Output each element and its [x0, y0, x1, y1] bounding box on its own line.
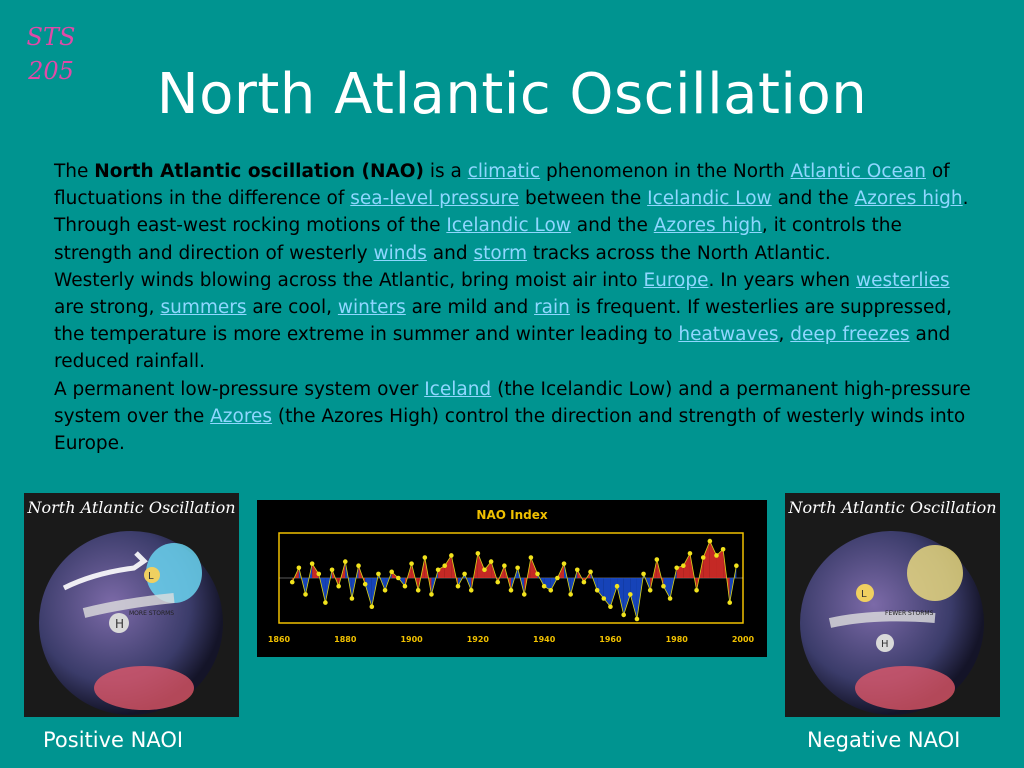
x-tick-label: 1860 — [267, 635, 291, 644]
link-westerlies[interactable]: westerlies — [855, 269, 950, 291]
link-icelandic-low[interactable]: Icelandic Low — [647, 188, 772, 210]
nao-data-point — [708, 539, 713, 544]
link-winters[interactable]: winters — [337, 297, 406, 319]
link-heatwaves[interactable]: heatwaves — [678, 324, 779, 346]
globe-title: North Atlantic Oscillation — [27, 498, 236, 517]
chart-title: NAO Index — [476, 508, 548, 522]
nao-data-point — [482, 568, 487, 573]
bold-term: North Atlantic oscillation (NAO) — [94, 161, 424, 182]
nao-data-point — [535, 572, 540, 577]
text-run: (the Azores High) control the direction and strength of westerly winds into Europe. — [54, 405, 966, 455]
negative-nao-globe-image — [785, 493, 1000, 717]
nao-data-point — [297, 565, 302, 570]
nao-data-point — [641, 572, 646, 577]
negative-nao-globe-panel — [785, 493, 1000, 717]
nao-data-point — [495, 580, 500, 585]
nao-data-point — [701, 555, 706, 560]
nao-data-point — [489, 559, 494, 564]
nao-data-point — [688, 551, 693, 556]
text-run: (the Icelandic Low) and a permanent high-pressure system over the — [54, 378, 971, 427]
link-storm[interactable]: storm — [473, 242, 527, 264]
nao-data-point — [290, 580, 295, 585]
nao-data-point — [310, 561, 315, 566]
link-rain[interactable]: rain — [534, 297, 570, 319]
nao-area-segment — [710, 541, 717, 578]
text-run: , — [778, 324, 791, 346]
nao-data-point — [568, 592, 573, 597]
nao-data-point — [363, 582, 368, 587]
nao-data-point — [674, 565, 679, 570]
text-run: Westerly winds blowing across the Atlantic, bring moist air into — [54, 269, 644, 291]
positive-nao-globe-image — [24, 493, 239, 717]
nao-data-point — [602, 596, 607, 601]
text-run: are strong, — [54, 297, 161, 319]
nao-data-point — [403, 584, 408, 589]
nao-data-point — [396, 576, 401, 581]
nao-data-point — [476, 551, 481, 556]
nao-data-point — [343, 559, 348, 564]
nao-data-point — [529, 555, 534, 560]
link-europe[interactable]: Europe — [643, 269, 709, 291]
high-marker: H — [115, 617, 125, 631]
text-run: of fluctuations in the difference of — [54, 161, 950, 210]
storms-label: MORE STORMS — [129, 610, 175, 617]
body-paragraph — [54, 158, 984, 267]
text-run: are cool, — [246, 297, 338, 319]
nao-index-svg — [257, 500, 767, 657]
nao-data-point — [668, 596, 673, 601]
nao-data-point — [608, 604, 613, 609]
nao-data-point — [621, 613, 626, 618]
nao-data-point — [429, 592, 434, 597]
x-tick-label: 1920 — [466, 635, 489, 644]
nao-data-point — [655, 557, 660, 562]
link-icelandic-low[interactable]: Icelandic Low — [446, 215, 571, 237]
nao-data-point — [409, 561, 414, 566]
nao-data-point — [562, 561, 567, 566]
x-tick-label: 1880 — [334, 635, 357, 644]
nao-data-point — [615, 584, 620, 589]
nao-data-point — [442, 563, 447, 568]
link-summers[interactable]: summers — [160, 297, 247, 319]
nao-data-point — [423, 555, 428, 560]
nao-data-point — [383, 588, 388, 593]
text-run: is frequent. If westerlies are suppressed, the temperature is more extreme in summer and winter leading to — [54, 297, 953, 346]
text-run: The — [54, 161, 95, 182]
link-atlantic-ocean[interactable]: Atlantic Ocean — [790, 161, 926, 182]
text-run: , it controls the strength and direction of westerly — [54, 215, 902, 264]
nao-data-point — [575, 568, 580, 573]
nao-data-point — [462, 572, 467, 577]
nao-data-point — [694, 588, 699, 593]
body-text — [54, 158, 984, 457]
nao-data-point — [376, 572, 381, 577]
positive-nao-globe-panel — [24, 493, 239, 717]
link-deep-freezes[interactable]: deep freezes — [790, 324, 910, 346]
nao-data-point — [648, 588, 653, 593]
nao-data-point — [323, 600, 328, 605]
x-tick-label: 1980 — [665, 635, 688, 644]
nao-data-point — [370, 604, 375, 609]
body-paragraph — [54, 267, 984, 376]
nao-data-point — [582, 580, 587, 585]
nao-data-point — [548, 588, 553, 593]
link-azores[interactable]: Azores — [210, 405, 273, 427]
text-run: . In years when — [708, 269, 856, 291]
slide-title: North Atlantic Oscillation — [156, 62, 868, 127]
nao-index-chart — [257, 500, 767, 657]
nao-data-point — [734, 563, 739, 568]
text-run: are mild and — [405, 297, 535, 319]
storms-label: FEWER STORMS — [885, 610, 934, 617]
nao-data-point — [436, 568, 441, 573]
text-run: and the — [771, 188, 855, 210]
nao-data-point — [661, 584, 666, 589]
nao-data-point — [350, 596, 355, 601]
text-run: phenomenon in the North — [540, 161, 791, 182]
nao-data-point — [509, 588, 514, 593]
nao-area-segment — [478, 553, 485, 578]
text-run: A permanent low-pressure system over — [54, 378, 425, 400]
nao-data-point — [628, 592, 633, 597]
nao-data-point — [469, 588, 474, 593]
nao-data-point — [542, 584, 547, 589]
high-marker: H — [881, 639, 889, 650]
low-marker: L — [861, 589, 867, 600]
text-run: and reduced rainfall. — [54, 324, 951, 373]
text-run: is a — [423, 161, 468, 182]
nao-data-point — [456, 584, 461, 589]
low-marker: L — [148, 571, 154, 582]
x-tick-label: 2000 — [731, 635, 755, 644]
x-tick-label: 1940 — [533, 635, 556, 644]
nao-data-point — [336, 584, 341, 589]
nao-data-point — [555, 576, 560, 581]
text-run: tracks across the North Atlantic. — [527, 242, 831, 264]
x-tick-label: 1960 — [599, 635, 622, 644]
nao-data-point — [515, 565, 520, 570]
course-badge-line1: STS — [26, 23, 76, 51]
nao-data-point — [389, 570, 394, 575]
nao-data-point — [316, 572, 321, 577]
nao-data-point — [449, 553, 454, 558]
nao-data-point — [522, 592, 527, 597]
nao-data-point — [727, 600, 732, 605]
text-run: . Through east-west rocking motions of the — [54, 188, 969, 237]
text-run: and the — [570, 215, 654, 237]
negative-nao-caption: Negative NAOI — [807, 728, 961, 752]
link-azores-high[interactable]: Azores high — [653, 215, 762, 237]
positive-nao-caption: Positive NAOI — [43, 728, 184, 752]
link-climatic[interactable]: climatic — [467, 161, 541, 182]
nao-data-point — [595, 588, 600, 593]
text-run: between the — [519, 188, 648, 210]
globe-title: North Atlantic Oscillation — [788, 498, 997, 517]
link-winds[interactable]: winds — [373, 242, 427, 264]
x-tick-label: 1900 — [400, 635, 423, 644]
nao-data-point — [303, 592, 308, 597]
link-azores-high[interactable]: Azores high — [854, 188, 963, 210]
nao-data-point — [714, 553, 719, 558]
course-badge-line2: 205 — [28, 57, 74, 85]
nao-data-point — [356, 563, 361, 568]
nao-data-point — [502, 563, 507, 568]
nao-data-point — [681, 563, 686, 568]
nao-data-point — [588, 570, 593, 575]
body-paragraph — [54, 376, 984, 458]
text-run: and — [426, 242, 474, 264]
nao-data-point — [721, 547, 726, 552]
link-sea-level-pressure[interactable]: sea-level pressure — [350, 188, 520, 210]
nao-data-point — [635, 617, 640, 622]
nao-data-point — [330, 568, 335, 573]
link-iceland[interactable]: Iceland — [424, 378, 492, 400]
nao-data-point — [416, 588, 421, 593]
